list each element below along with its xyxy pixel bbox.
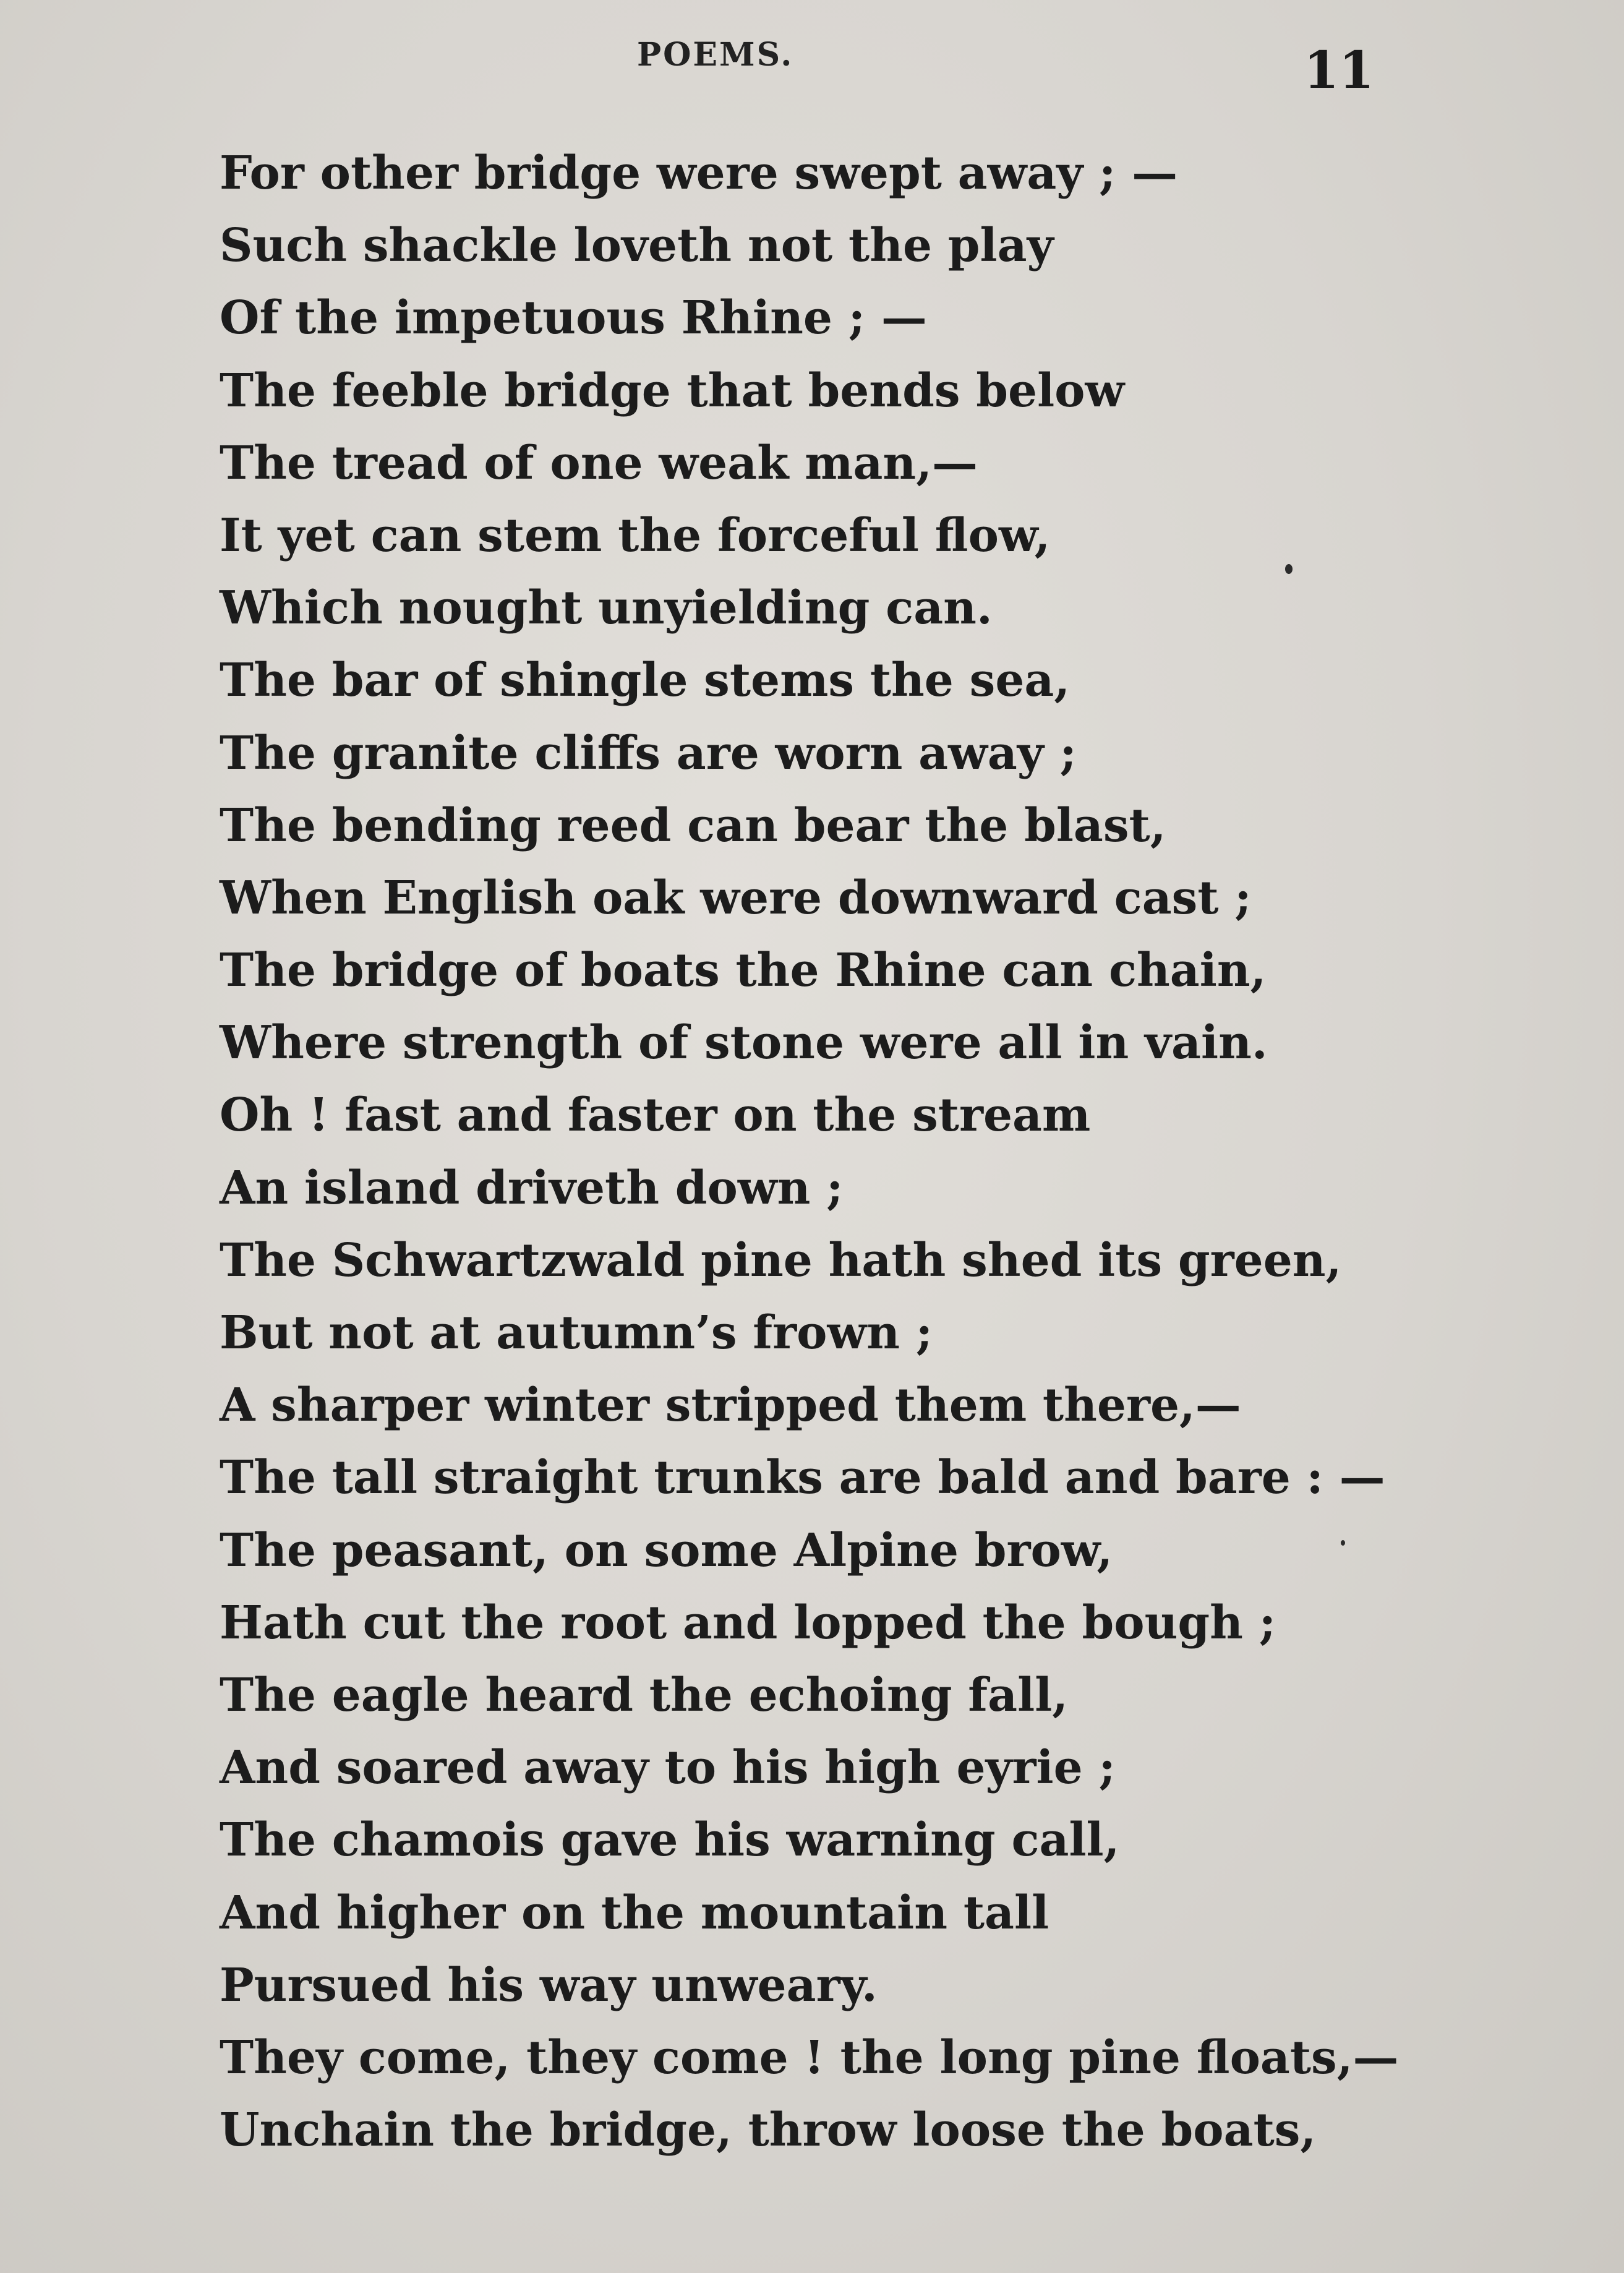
poem-line: An island driveth down ;: [220, 1161, 844, 1215]
poem-line: A sharper winter stripped them there,—: [220, 1379, 1241, 1432]
poem-line: When English oak were downward cast ;: [220, 871, 1252, 925]
poem-text: [220, 137, 1456, 2167]
page-number: 11: [1304, 41, 1375, 100]
poem-line: Which nought unyielding can.: [220, 581, 993, 635]
poem-line: Unchain the bridge, throw loose the boats,: [220, 2104, 1317, 2157]
poem-line: Oh ! fast and faster on the stream: [220, 1089, 1091, 1142]
poem-line: The bar of shingle stems the sea,: [220, 654, 1071, 708]
poem-line: The feeble bridge that bends below: [220, 364, 1125, 417]
poem-line: For other bridge were swept away ; —: [220, 147, 1178, 200]
poem-line: The granite cliffs are worn away ;: [220, 726, 1077, 780]
ink-speck: [1341, 1540, 1345, 1546]
poem-line: The peasant, on some Alpine brow,: [220, 1523, 1113, 1577]
poem-line: Hath cut the root and lopped the bough ;: [220, 1596, 1276, 1650]
poem-line: But not at autumn’s frown ;: [220, 1306, 933, 1359]
poem-line: Of the impetuous Rhine ; —: [220, 291, 927, 345]
poem-line: Where strength of stone were all in vain.: [220, 1016, 1268, 1070]
poem-line: It yet can stem the forceful flow,: [220, 508, 1051, 562]
poem-line: The bridge of boats the Rhine can chain,: [220, 944, 1267, 998]
poem-line: The Schwartzwald pine hath shed its green,: [220, 1233, 1342, 1287]
poem-line: The tread of one weak man,—: [220, 436, 978, 490]
poem-line: They come, they come ! the long pine floats,—: [220, 2031, 1399, 2084]
poem-line: The eagle heard the echoing fall,: [220, 1668, 1069, 1722]
ink-speck: [1285, 564, 1293, 574]
poem-line: Such shackle loveth not the play: [220, 219, 1054, 273]
poem-line: The tall straight trunks are bald and bare : —: [220, 1451, 1385, 1505]
poem-line: The chamois gave his warning call,: [220, 1813, 1120, 1867]
poem-line: Pursued his way unweary.: [220, 1958, 878, 2012]
poem-line: And soared away to his high eyrie ;: [220, 1741, 1116, 1795]
poem-line: The bending reed can bear the blast,: [220, 798, 1166, 852]
poem-line: And higher on the mountain tall: [220, 1886, 1049, 1940]
running-head: POEMS.: [637, 36, 794, 74]
